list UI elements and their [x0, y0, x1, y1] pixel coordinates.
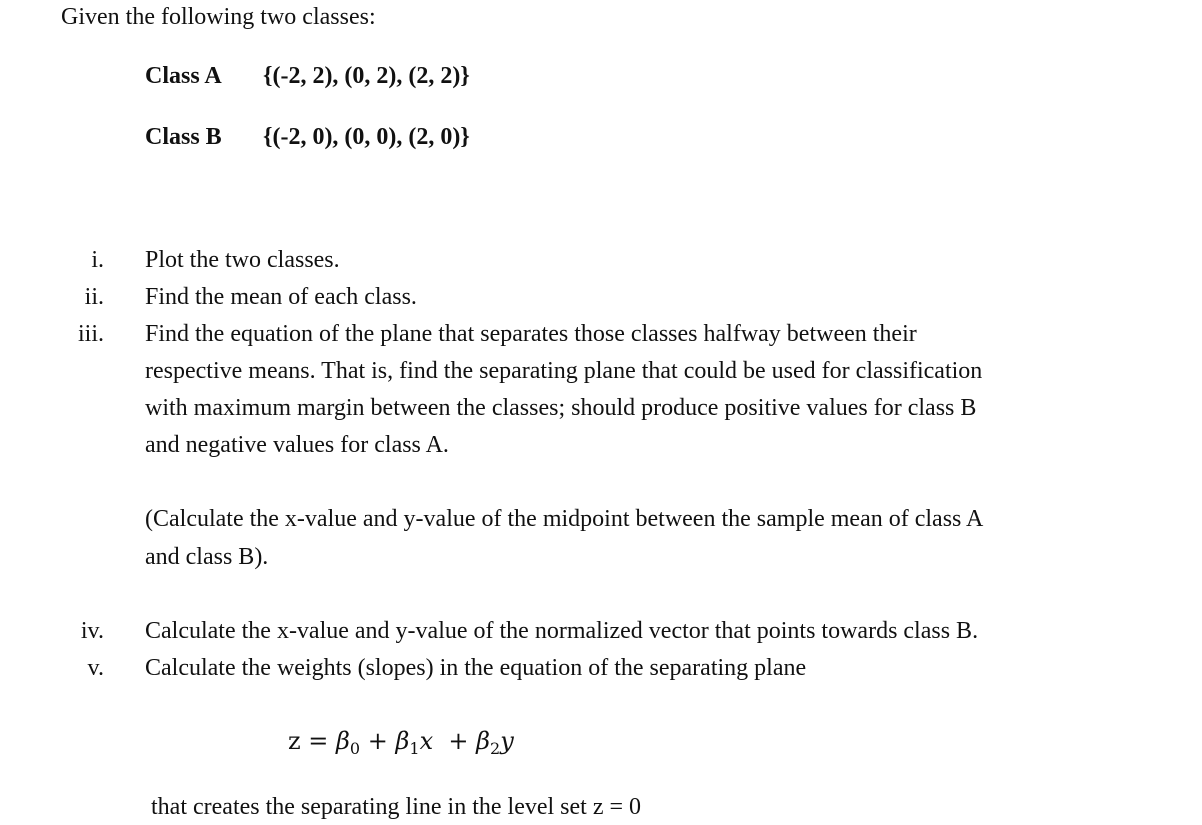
- eq-sub: 2: [490, 739, 501, 758]
- closing-text: that creates the separating line in the level set z = 0: [151, 794, 642, 820]
- eq-equals: =: [308, 727, 329, 755]
- item-text-line: and negative values for class A.: [145, 432, 449, 458]
- item-text-line: Find the mean of each class.: [145, 284, 417, 310]
- intro-text: Given the following two classes:: [61, 4, 376, 30]
- item-number: v.: [87, 655, 104, 681]
- eq-beta: β: [336, 727, 350, 755]
- item-text-line: Calculate the weights (slopes) in the equation of the separating plane: [145, 655, 807, 681]
- eq-sub: 0: [349, 739, 361, 758]
- item-number: iii.: [77, 321, 104, 347]
- plane-equation: [288, 727, 514, 758]
- note-line: (Calculate the x-value and y-value of the midpoint between the sample mean of class A: [145, 506, 984, 532]
- eq-var-y: y: [500, 727, 514, 755]
- eq-lhs: z: [288, 727, 301, 755]
- note-line: and class B).: [145, 544, 269, 570]
- eq-beta: β: [476, 727, 490, 755]
- eq-sub: 1: [409, 739, 420, 758]
- item-text-line: Calculate the x-value and y-value of the normalized vector that points towards class B.: [145, 618, 979, 644]
- eq-plus: +: [367, 727, 388, 755]
- class-a-points: {(-2, 2), (0, 2), (2, 2)}: [263, 63, 470, 89]
- item-text-line: with maximum margin between the classes; should produce positive values for class B: [145, 395, 977, 421]
- eq-plus: +: [448, 727, 469, 755]
- class-b-points: {(-2, 0), (0, 0), (2, 0)}: [263, 124, 470, 150]
- eq-beta: β: [395, 727, 410, 755]
- item-text-line: Plot the two classes.: [145, 247, 340, 273]
- item-text-line: Find the equation of the plane that separates those classes halfway between their: [145, 321, 917, 347]
- class-a-label: Class A: [145, 63, 222, 89]
- item-number: ii.: [84, 284, 104, 310]
- class-b-label: Class B: [145, 124, 222, 150]
- item-number: iv.: [80, 618, 104, 644]
- item-text-line: respective means. That is, find the separating plane that could be used for classification: [145, 358, 983, 384]
- eq-var-x: x: [419, 727, 434, 755]
- item-number: i.: [91, 247, 104, 273]
